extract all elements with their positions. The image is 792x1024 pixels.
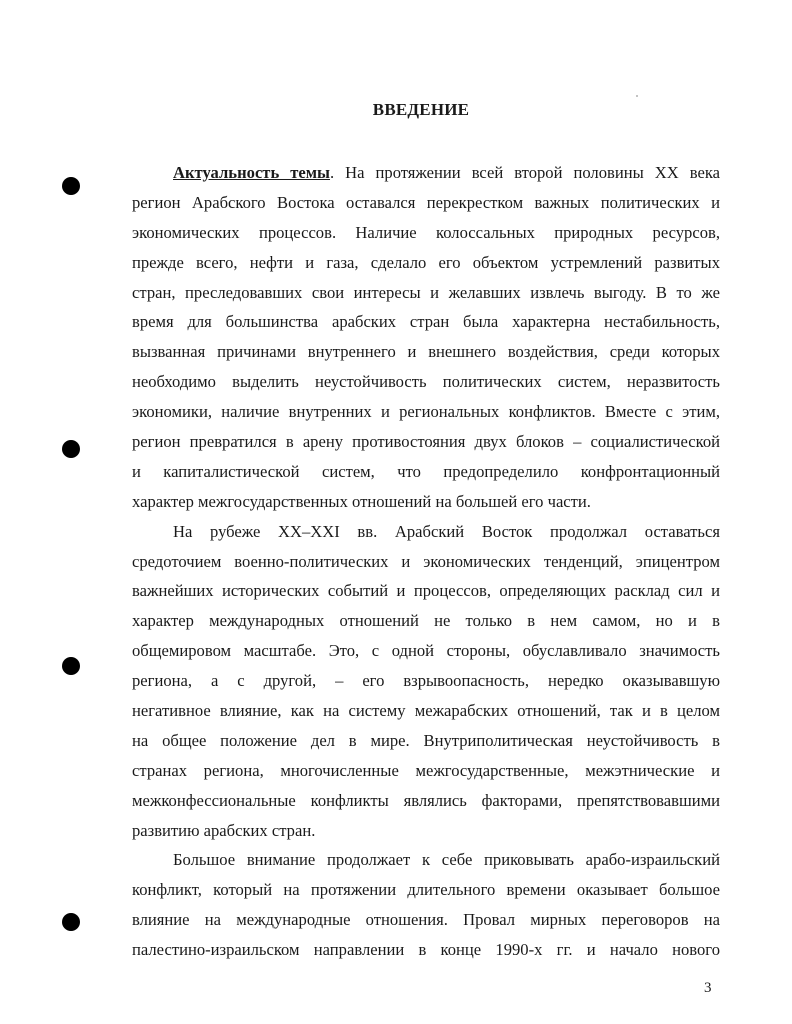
punch-hole-mark xyxy=(62,177,80,195)
paragraph-line: характер международных отношений не только в нем самом, но и в xyxy=(132,611,720,631)
scan-speck xyxy=(636,95,638,97)
paragraph-line: влияние на международные отношения. Провал мирных переговоров на xyxy=(132,910,720,930)
paragraph-line: характер межгосударственных отношений на большей его части. xyxy=(132,491,591,511)
line-text: . На протяжении всей второй половины XX века xyxy=(330,163,721,182)
paragraph-line: экономики, наличие внутренних и региональных конфликтов. Вместе с этим, xyxy=(132,402,720,422)
paragraph-line: развитию арабских стран. xyxy=(132,820,316,840)
paragraph-line: на общее положение дел в мире. Внутриполитическая неустойчивость в xyxy=(132,730,720,750)
paragraph-line: палестино-израильском направлении в конце 1990-х гг. и начало нового xyxy=(132,940,720,960)
punch-hole-mark xyxy=(62,913,80,931)
page-title: ВВЕДЕНИЕ xyxy=(372,100,470,119)
paragraph-line: регион превратился в арену противостояния двух блоков – социалистической xyxy=(132,432,720,452)
paragraph-line: межконфессиональные конфликты являлись факторами, препятствовавшими xyxy=(132,790,720,810)
paragraph-line: необходимо выделить неустойчивость политических систем, неразвитость xyxy=(132,372,720,392)
section-lead: Актуальность темы xyxy=(173,163,331,182)
punch-hole-mark xyxy=(62,657,80,675)
body-text xyxy=(132,158,720,965)
paragraph-line: средоточием военно-политических и экономических тенденций, эпицентром xyxy=(132,551,720,571)
paragraph-line: На рубеже XX–XXI вв. Арабский Восток продолжал оставаться xyxy=(173,521,720,541)
paragraph-line: прежде всего, нефти и газа, сделало его объектом устремлений развитых xyxy=(132,252,720,272)
paragraph-line: конфликт, который на протяжении длительного времени оказывает большое xyxy=(132,880,720,900)
punch-hole-mark xyxy=(62,440,80,458)
paragraph-line: стран, преследовавших свои интересы и желавших извлечь выгоду. В то же xyxy=(132,282,720,302)
paragraph-line: общемировом масштабе. Это, с одной стороны, обуславливало значимость xyxy=(132,641,720,661)
paragraph-line: и капиталистической систем, что предопределило конфронтационный xyxy=(132,461,720,481)
paragraph-line: важнейших исторических событий и процессов, определяющих расклад сил и xyxy=(132,581,720,601)
paragraph-line: вызванная причинами внутреннего и внешнего воздействия, среди которых xyxy=(132,342,720,362)
paragraph-line: Большое внимание продолжает к себе приковывать арабо-израильский xyxy=(173,850,720,870)
paragraph-line: время для большинства арабских стран была характерна нестабильность, xyxy=(132,312,720,332)
paragraph-line: региона, а с другой, – его взрывоопасность, нередко оказывавшую xyxy=(132,671,720,691)
paragraph-line: негативное влияние, как на систему межарабских отношений, так и в целом xyxy=(132,701,720,721)
paragraph-line: экономических процессов. Наличие колоссальных природных ресурсов, xyxy=(132,222,720,242)
page-number: 3 xyxy=(704,980,712,996)
paragraph-line xyxy=(132,158,720,188)
paragraph-line: регион Арабского Востока оставался перекрестком важных политических и xyxy=(132,192,720,212)
paragraph-line: странах региона, многочисленные межгосударственные, межэтнические и xyxy=(132,760,720,780)
